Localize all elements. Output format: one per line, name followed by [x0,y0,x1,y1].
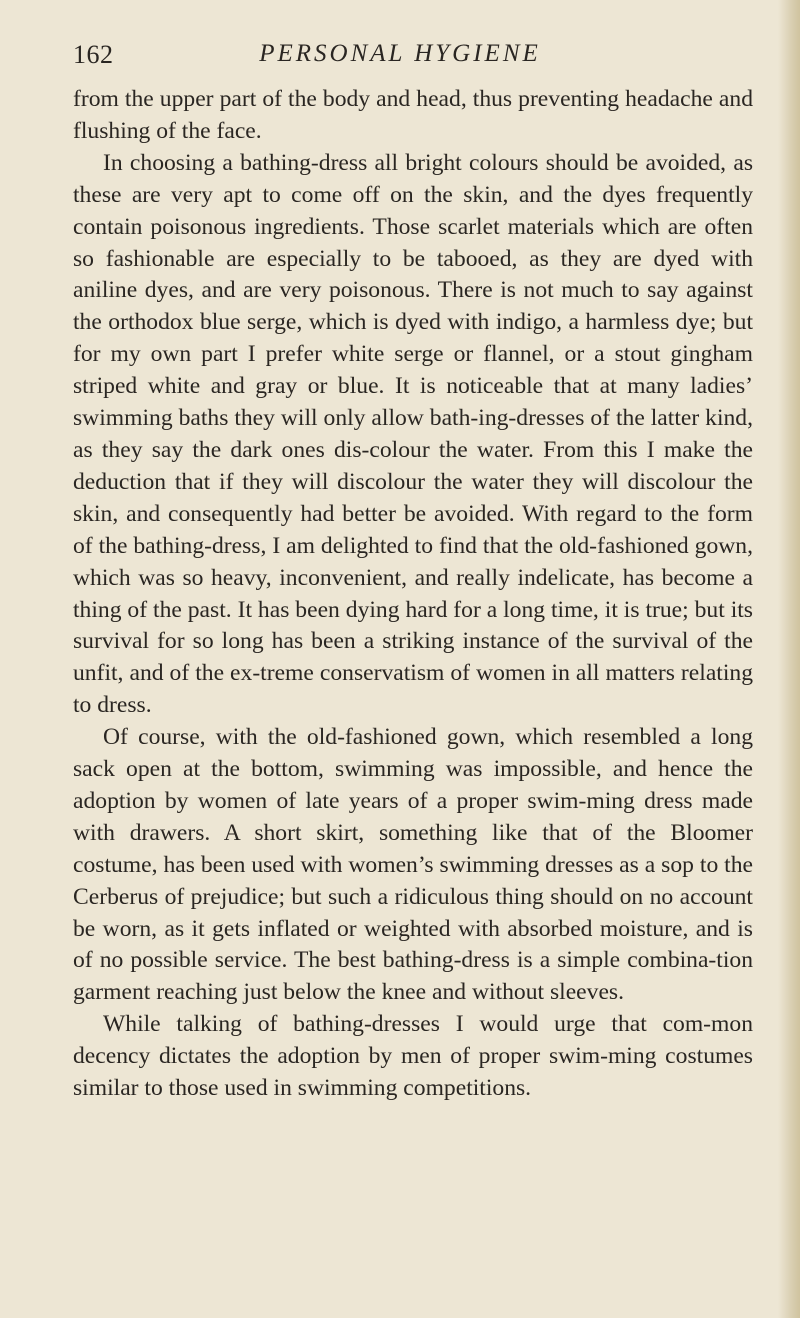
body-text [73,84,753,1105]
page-edge-shadow [778,0,800,1318]
paragraph-1: from the upper part of the body and head, thus preventing headache and flushing of the face. [73,86,753,144]
paragraph-4: While talking of bathing-dresses I would urge that com-mon decency dictates the adoption by men of proper swim-ming costumes similar to those used in swimming competitions. [73,1011,753,1102]
page-header [0,40,800,80]
page-number: 162 [73,40,114,69]
paragraph-3: Of course, with the old-fashioned gown, which resembled a long sack open at the bottom, swimming was impossible, and hence the adoption by women of late years of a proper swim-ming dress made with drawers. A short skirt, something like that of the Bloomer costume, has been used with women’s swimming dresses as a sop to the Cerberus of prejudice; but such a ridiculous thing should on no account be worn, as it gets inflated or weighted with absorbed moisture, and is of no possible service. The best bathing-dress is a simple combina-tion garment reaching just below the knee and without sleeves. [73,724,753,1006]
paragraph-2: In choosing a bathing-dress all bright colours should be avoided, as these are very apt to come off on the skin, and the dyes frequently contain poisonous ingredients. Those scarlet materials which are often so fashionable are especially to be tabooed, as they are dyed with aniline dyes, and are very poisonous. There is not much to say against the orthodox blue serge, which is dyed with indigo, a harmless dye; but for my own part I prefer white serge or flannel, or a stout gingham striped white and gray or blue. It is noticeable that at many ladies’ swimming baths they will only allow bath-ing-dresses of the latter kind, as they say the dark ones dis-colour the water. From this I make the deduction that if they will discolour the water they will discolour the skin, and consequently had better be avoided. With regard to the form of the bathing-dress, I am delighted to find that the old-fashioned gown, which was so heavy, inconvenient, and really indelicate, has become a thing of the past. It has been dying hard for a long time, it is true; but its survival for so long has been a striking instance of the survival of the unfit, and of the ex-treme conservatism of women in all matters relating to dress. [73,149,753,719]
running-title: PERSONAL HYGIENE [259,40,541,67]
